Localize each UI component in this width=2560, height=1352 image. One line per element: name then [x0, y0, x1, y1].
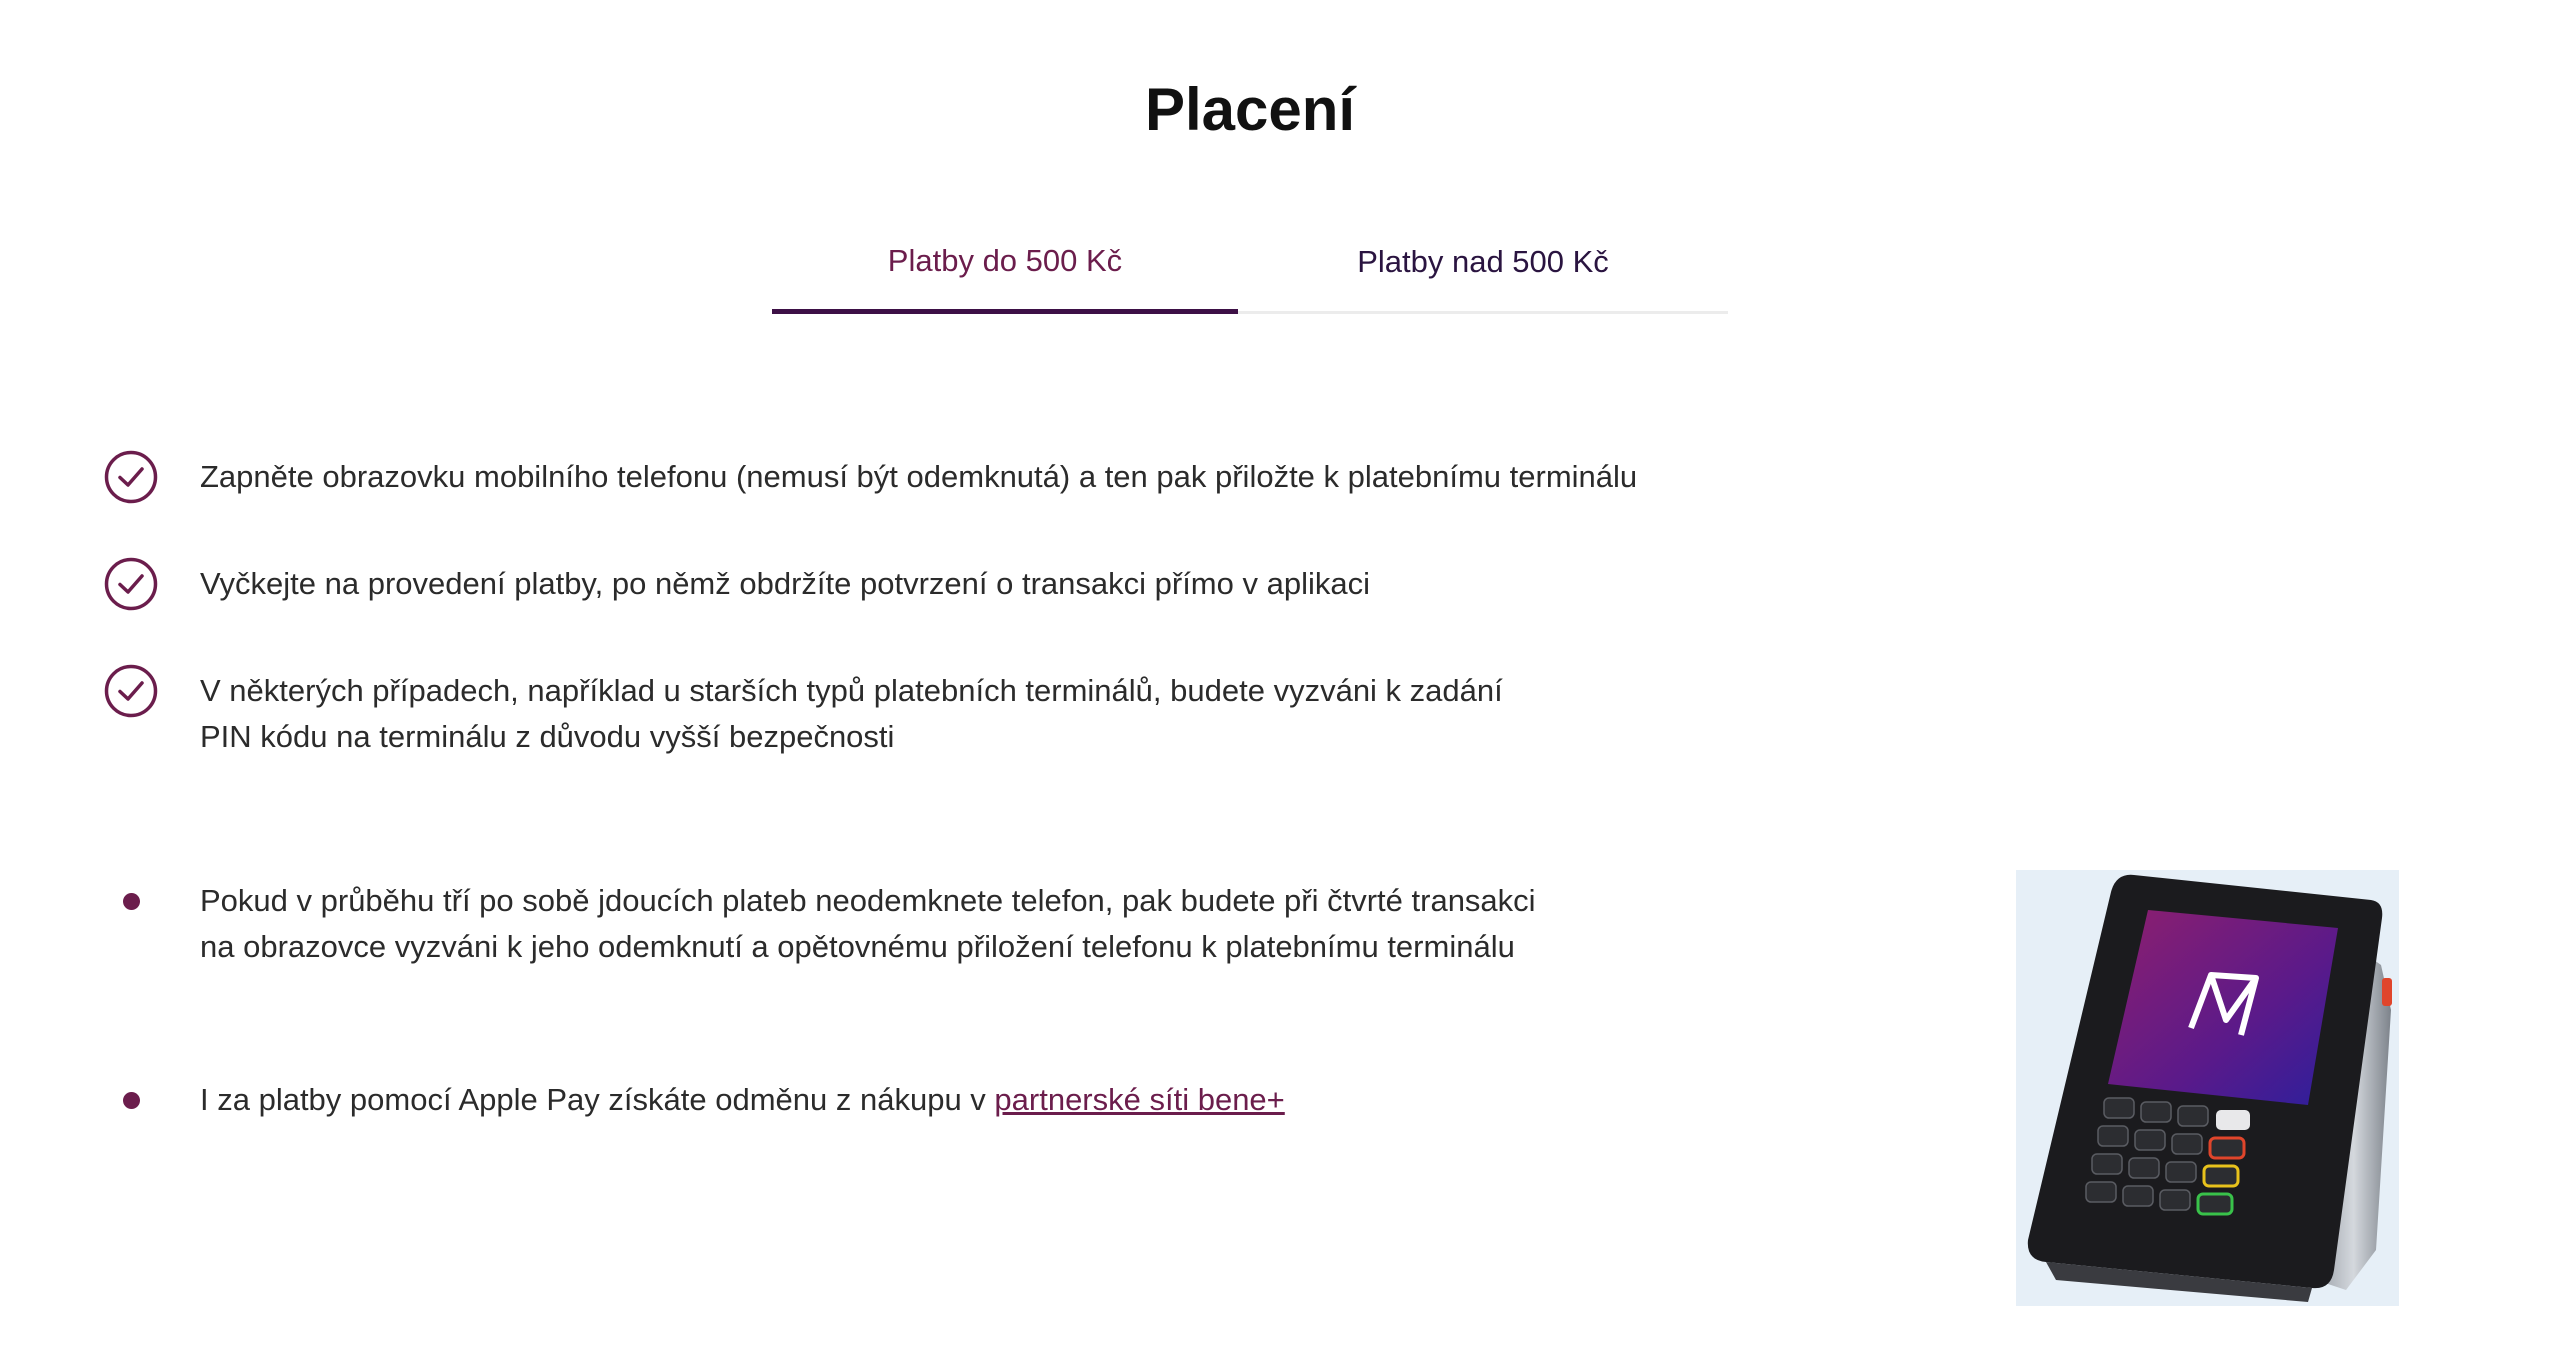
- payment-terminal-illustration-icon: [2016, 870, 2399, 1306]
- tab-payments-under-500[interactable]: Platby do 500 Kč: [772, 212, 1238, 314]
- step-text-2: [200, 557, 1370, 607]
- step-item-2: [104, 557, 1370, 611]
- step-line: PIN kódu na terminálu z důvodu vyšší bezpečnosti: [200, 719, 895, 754]
- bullet-wrap: [104, 1077, 158, 1123]
- note-line: Pokud v průběhu tří po sobě jdoucích plateb neodemknete telefon, pak budete při čtvrté transakci: [200, 883, 1536, 918]
- step-text-1: [200, 450, 1637, 500]
- bene-plus-partner-link[interactable]: partnerské síti bene+: [994, 1082, 1285, 1117]
- check-circle-icon: [104, 664, 158, 718]
- check-circle-icon: [104, 450, 158, 504]
- note-text-2: [200, 1077, 1285, 1123]
- step-item-1: [104, 450, 1637, 504]
- note-item-2: [104, 1077, 1285, 1123]
- check-circle-icon: [104, 557, 158, 611]
- note-line: na obrazovce vyzváni k jeho odemknutí a opětovnému přiložení telefonu k platebnímu terminálu: [200, 929, 1515, 964]
- note-text-1: [200, 878, 1536, 970]
- step-line: V některých případech, například u starších typů platebních terminálů, budete vyzváni k zadání: [200, 673, 1503, 708]
- page-title: Placení: [1144, 76, 1356, 143]
- bullet-dot-icon: [123, 1092, 140, 1109]
- step-item-3: [104, 664, 1503, 760]
- bullet-dot-icon: [123, 893, 140, 910]
- step-line: Zapněte obrazovku mobilního telefonu (nemusí být odemknutá) a ten pak přiložte k platebnímu terminálu: [200, 459, 1638, 494]
- payment-tabs: [772, 212, 1728, 314]
- step-line: Vyčkejte na provedení platby, po němž obdržíte potvrzení o transakci přímo v aplikaci: [200, 566, 1370, 601]
- payment-terminal-image: [2016, 870, 2399, 1306]
- tab-payments-over-500[interactable]: Platby nad 500 Kč: [1357, 243, 1609, 279]
- note-text: I za platby pomocí Apple Pay získáte odměnu z nákupu v: [200, 1082, 995, 1117]
- step-text-3: [200, 664, 1503, 760]
- note-item-1: [104, 878, 1536, 970]
- bullet-wrap: [104, 878, 158, 924]
